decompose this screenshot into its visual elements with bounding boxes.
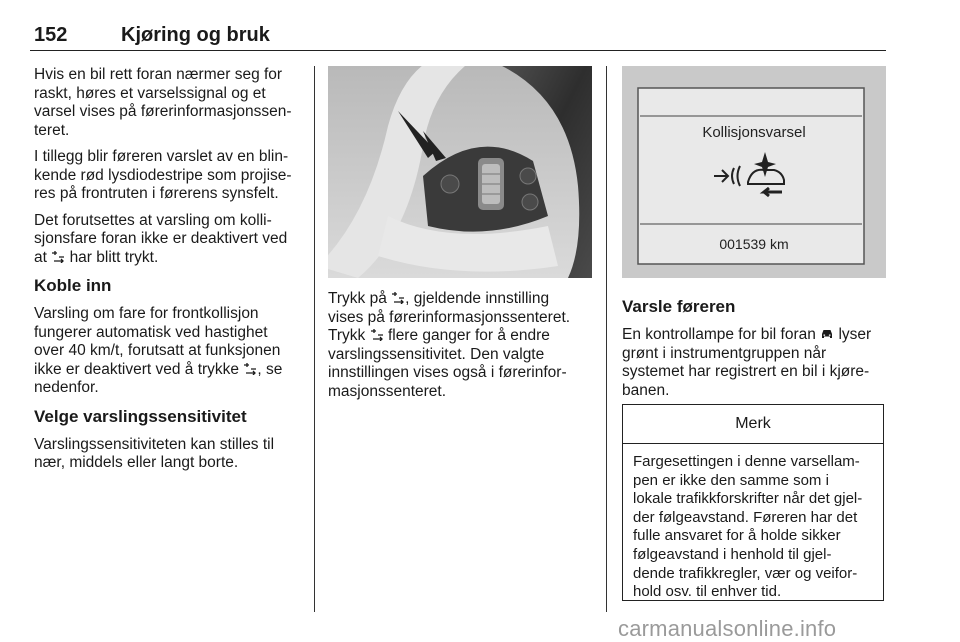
- text-line: Det forutsettes at varsling om kolli-: [34, 211, 272, 229]
- following-distance-icon: [243, 363, 257, 375]
- odometer-readout: 001539 km: [719, 236, 789, 252]
- text-line: I tillegg blir føreren varslet av en blin-: [34, 148, 289, 165]
- text-fragment: har blitt trykt.: [69, 248, 159, 266]
- text-line: over 40 km/t, forutsatt at funksjonen: [34, 342, 281, 359]
- text-column-2: [328, 290, 590, 401]
- steering-wheel-photo: [328, 66, 592, 278]
- text-fragment: , se: [257, 360, 283, 378]
- text-line: Varsling om fare for frontkollisjon: [34, 305, 259, 322]
- text-line: teret.: [34, 121, 70, 139]
- steering-wheel-illustration: [328, 66, 592, 278]
- text-line: hold osv. til enhver tid.: [633, 583, 782, 601]
- text-line: [328, 290, 590, 309]
- text-fragment: En kontrollampe for bil foran: [622, 326, 816, 343]
- text-fragment: Trykk på: [328, 290, 387, 307]
- text-line: res på frontruten i førerens synsfelt.: [34, 185, 279, 202]
- text-line: kende rød lysdiodestripe som projise-: [34, 166, 292, 184]
- text-line: vises på førerinformasjonssenteret.: [328, 308, 571, 326]
- text-line: innstillingen vises også i førerinfor-: [328, 364, 567, 381]
- watermark: carmanualsonline.info: [618, 616, 837, 641]
- instrument-display-photo: [622, 66, 886, 278]
- text-line: [34, 249, 304, 268]
- following-distance-icon: [391, 292, 405, 304]
- following-distance-icon: [370, 329, 384, 341]
- text-line: nær, middels eller langt borte.: [34, 454, 239, 471]
- text-line: varsel vises på førerinformasjonssen-: [34, 103, 292, 120]
- section-heading-koble-inn: Koble inn: [34, 276, 112, 295]
- text-line: Hvis en bil rett foran nærmer seg for: [34, 66, 283, 83]
- text-line: varslingssensitivitet. Den valgte: [328, 345, 545, 363]
- text-line: Varslingssensitiviteten kan stilles til: [34, 435, 275, 453]
- text-line: banen.: [622, 381, 670, 399]
- paragraph: [34, 436, 304, 473]
- note-body: [623, 444, 883, 602]
- text-fragment: lyser: [838, 326, 872, 343]
- column-divider-right: [606, 66, 607, 612]
- text-line: [622, 326, 886, 345]
- note-title: Merk: [623, 405, 883, 444]
- text-fragment: ikke er deaktivert ved å trykke: [34, 360, 240, 378]
- chapter-title: Kjøring og bruk: [121, 24, 270, 46]
- text-line: masjonssenteret.: [328, 382, 447, 400]
- paragraph: [34, 148, 304, 204]
- note-box: [622, 404, 884, 601]
- text-line: følgeavstand i henhold til gjel-: [633, 545, 832, 563]
- text-line: Fargesettingen i denne varsellam-: [633, 453, 860, 470]
- text-column-3: [622, 296, 886, 400]
- text-line: [328, 327, 590, 346]
- text-line: pen er ikke den samme som i: [633, 471, 829, 489]
- display-title: Kollisjonsvarsel: [702, 124, 806, 141]
- vehicle-ahead-icon: [820, 328, 834, 340]
- following-distance-icon: [51, 251, 65, 263]
- text-line: fulle ansvaret for å holde sikker: [633, 527, 841, 545]
- paragraph: [34, 305, 304, 398]
- column-divider-left: [314, 66, 315, 612]
- paragraph: [34, 212, 304, 268]
- text-line: lokale trafikkforskrifter når det gjel-: [633, 490, 863, 508]
- text-fragment: Trykk: [328, 327, 366, 344]
- text-line: der følgeavstand. Føreren har det: [633, 508, 858, 526]
- text-line: dende trafikkregler, vær og veifor-: [633, 564, 858, 582]
- text-line: raskt, høres et varselssignal og et: [34, 84, 266, 102]
- text-column-1: [34, 66, 304, 481]
- section-heading-velge: Velge varslingssensitivitet: [34, 406, 247, 426]
- text-line: [34, 361, 304, 380]
- text-line: nedenfor.: [34, 379, 99, 396]
- text-fragment: , gjeldende innstilling: [405, 290, 550, 307]
- text-fragment: flere ganger for å endre: [387, 327, 550, 344]
- page-header: [30, 24, 886, 51]
- text-fragment: at: [34, 248, 47, 266]
- paragraph: [34, 66, 304, 140]
- text-line: systemet har registrert en bil i kjøre-: [622, 363, 870, 380]
- text-line: grønt i instrumentgruppen når: [622, 344, 827, 362]
- page-number: 152: [34, 24, 68, 46]
- section-heading-varsle: Varsle føreren: [622, 297, 736, 316]
- text-line: sjonsfare foran ikke er deaktivert ved: [34, 230, 288, 247]
- text-line: fungerer automatisk ved hastighet: [34, 323, 268, 341]
